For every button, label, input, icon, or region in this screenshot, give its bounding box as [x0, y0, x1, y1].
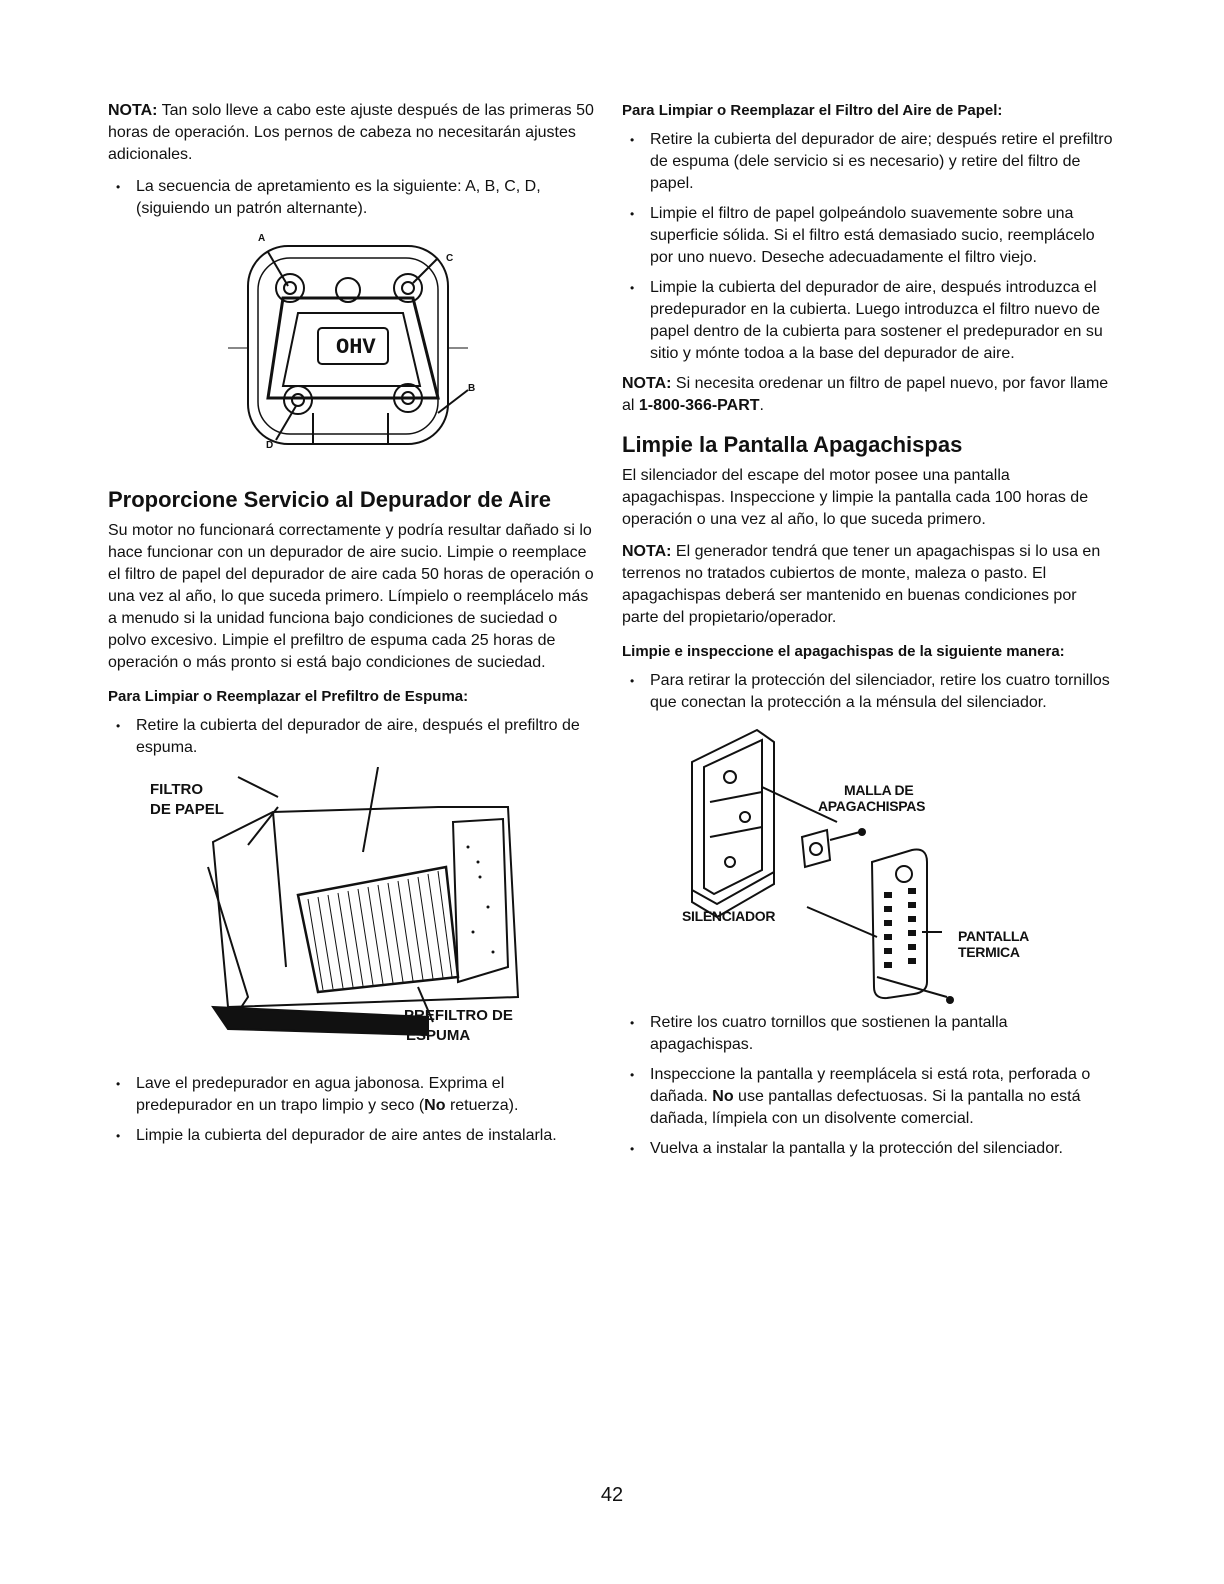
list-item: • Limpie la cubierta del depurador de aire, después introduzca el predepurador en la cubierta. Luego introduzca el filtro nuevo de papel dentro de la cubierta para sostener el predepurador en su sitio y mónte todoa a la base del depurador de aire. [622, 277, 1114, 365]
section-heading-spark-arrester: Limpie la Pantalla Apagachispas [622, 432, 963, 457]
nota-label: NOTA: [622, 375, 672, 392]
label-d: D [266, 440, 274, 451]
list-item [622, 1064, 1114, 1130]
nota-text: Tan solo lleve a cabo este ajuste después de las primeras 50 horas de operación. Los pernos de cabeza no necesitarán ajustes adicionales. [108, 102, 594, 163]
spark-list-1 [622, 670, 1114, 714]
nota-end: . [759, 397, 764, 414]
label-malla-de: MALLA DE [844, 782, 914, 798]
nota-text: Si necesita oredenar un filtro de papel nuevo, por favor llame al [622, 375, 1109, 414]
air-cleaner-paragraph: Su motor no funcionará correctamente y podría resultar dañado si lo hace funcionar con un depurador de aire sucio. Limpie o reemplace el filtro de papel del depurador de aire cada 50 horas de operación o una vez al año, lo que suceda primero. Límpielo o reemplácelo más a menudo si la unidad funciona bajo condiciones de suciedad o polvo excesivo. Limpie el prefiltro de espuma cada 25 horas de operación o más pronto si está bajo condiciones de suciedad. [108, 522, 594, 671]
label-prefiltro: PREFILTRO DE [404, 1007, 513, 1024]
phone-number: 1-800-366-PART [638, 397, 760, 414]
list-item: • La secuencia de apretamiento es la siguiente: A, B, C, D, (siguiendo un patrón alternante). [108, 176, 598, 220]
foam-list-2 [108, 1073, 598, 1147]
subheading-inspect: Limpie e inspeccione el apagachispas de la siguiente manera: [622, 643, 1065, 660]
inspect-text-end: use pantallas defectuosas. Si la pantalla no está dañada, límpiela con un disolvente comercial. [650, 1088, 1081, 1127]
label-filtro: FILTRO [150, 781, 204, 798]
nota-label: NOTA: [622, 543, 672, 560]
wash-no: No [424, 1097, 446, 1114]
foam-list-1 [108, 715, 598, 759]
label-espuma: ESPUMA [406, 1027, 471, 1044]
right-column [622, 100, 1114, 1168]
subheading-foam-prefilter: Para Limpiar o Reemplazar el Prefiltro de Espuma: [108, 688, 469, 705]
list-item: • Retire la cubierta del depurador de aire; después retire el prefiltro de espuma (dele servicio si es necesario) y retire del filtro de papel. [622, 129, 1114, 195]
ohv-text: OHV [336, 335, 376, 360]
air-filter-figure [108, 767, 598, 1067]
list-item: • Retire la cubierta del depurador de aire, después el prefiltro de espuma. [108, 715, 598, 759]
list-item [108, 1073, 598, 1117]
label-b: B [468, 383, 476, 394]
label-termica: TERMICA [958, 944, 1020, 960]
wash-text: Lave el predepurador en agua jabonosa. Exprima el predepurador en un trapo limpio y seco ( [136, 1075, 505, 1114]
muffler-figure [622, 722, 1114, 1012]
nota-head-bolts [108, 100, 598, 166]
nota-order-filter [622, 373, 1114, 417]
list-item: • Retire los cuatro tornillos que sostienen la pantalla apagachispas. [622, 1012, 1114, 1056]
label-pantalla: PANTALLA [958, 928, 1029, 944]
page-number: 42 [600, 1484, 624, 1506]
left-column [108, 100, 598, 1155]
list-item: • Limpie la cubierta del depurador de aire antes de instalarla. [108, 1125, 598, 1147]
label-apagachispas: APAGACHISPAS [818, 798, 926, 814]
cylinder-head-illustration [108, 228, 598, 458]
inspect-no: No [712, 1088, 734, 1105]
wash-text-end: retuerza). [445, 1097, 519, 1114]
muffler-illustration [622, 722, 1114, 1012]
label-a: A [258, 233, 266, 244]
paper-filter-list [622, 129, 1114, 365]
nota-label: NOTA: [108, 102, 158, 119]
list-item: • Vuelva a instalar la pantalla y la protección del silenciador. [622, 1138, 1114, 1160]
cylinder-head-figure [108, 228, 598, 458]
spark-arrester-paragraph: El silenciador del escape del motor posee una pantalla apagachispas. Inspeccione y limpie la pantalla cada 100 horas de operación o una vez al año, lo que suceda primero. [622, 467, 1089, 528]
tightening-list [108, 176, 598, 220]
nota-spark-arrester [622, 541, 1114, 629]
section-heading-air-cleaner: Proporcione Servicio al Depurador de Aire [108, 487, 551, 512]
spark-list-2 [622, 1012, 1114, 1160]
label-c: C [446, 253, 454, 264]
list-item: • Limpie el filtro de papel golpeándolo suavemente sobre una superficie sólida. Si el filtro está demasiado sucio, reemplácelo por uno nuevo. Deseche adecuadamente el filtro viejo. [622, 203, 1114, 269]
list-item: • Para retirar la protección del silenciador, retire los cuatro tornillos que conectan la protección a la ménsula del silenciador. [622, 670, 1114, 714]
subheading-paper-filter: Para Limpiar o Reemplazar el Filtro del Aire de Papel: [622, 102, 1003, 119]
label-silenciador: SILENCIADOR [682, 908, 776, 924]
nota-text: El generador tendrá que tener un apagachispas si lo usa en terrenos no tratados cubiertos de monte, maleza o pasto. El apagachispas deberá ser mantenido en buenas condiciones por parte del propietario/operador. [622, 543, 1101, 626]
inspect-text: Inspeccione la pantalla y reemplácela si está rota, perforada o dañada. [650, 1066, 1091, 1105]
label-de-papel: DE PAPEL [150, 801, 224, 818]
